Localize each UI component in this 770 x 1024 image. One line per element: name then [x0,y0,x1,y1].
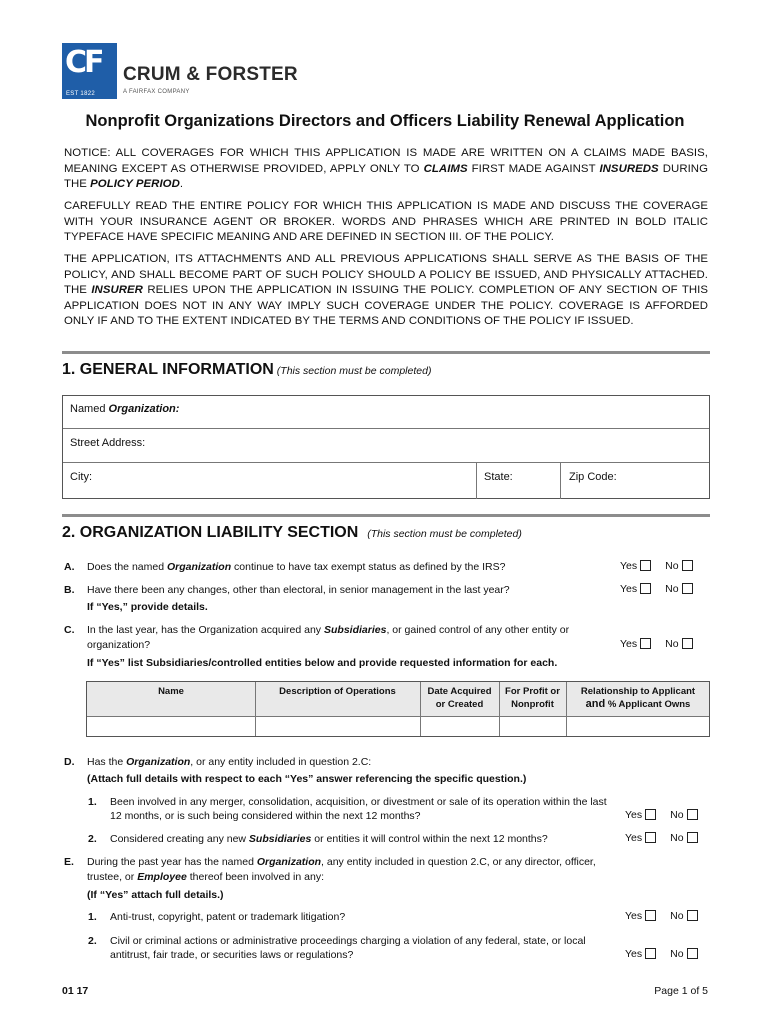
question-d1-text-line2: 12 months, or is such being considered within the next 12 months? [110,810,421,822]
question-d-letter: D. [64,756,75,768]
question-e-text-line2: trustee, or Employee thereof been involved in any: [87,871,324,883]
question-d-text: Has the Organization, or any entity included in question 2.C: [87,756,372,768]
question-e-follow-up: (If “Yes” attach full details.) [87,889,224,901]
question-a-answer: Yes No [620,560,693,572]
question-d2-answer: Yes No [625,832,698,844]
column-header-date: Date Acquired or Created [427,686,492,710]
column-header-relationship: Relationship to Applicant and % Applicant Owns [580,686,696,710]
question-e1-no-checkbox[interactable] [687,910,698,921]
question-d1-number: 1. [88,796,97,808]
state-label: State: [484,471,513,483]
question-d2-text: Considered creating any new Subsidiaries or entities it will control within the next 12 months? [110,833,548,845]
question-b-text: Have there been any changes, other than electoral, in senior management in the last year? [87,584,510,596]
section-1-heading: 1. GENERAL INFORMATION (This section must be completed) [62,361,432,378]
question-e1-number: 1. [88,911,97,923]
question-b-letter: B. [64,584,75,596]
question-e1-answer: Yes No [625,910,698,922]
question-d1-text: Been involved in any merger, consolidation, acquisition, or divestment or sale of its operation within the last [110,796,607,808]
question-d-follow-up: (Attach full details with respect to each “Yes” answer referencing the specific question.) [87,773,527,785]
question-c-no-checkbox[interactable] [682,638,693,649]
question-c-answer: Yes No [620,638,693,650]
section-2-heading: 2. ORGANIZATION LIABILITY SECTION (This section must be completed) [62,524,522,541]
question-a-letter: A. [64,561,75,573]
question-e2-yes-checkbox[interactable] [645,948,656,959]
question-a-no-checkbox[interactable] [682,560,693,571]
question-e2-number: 2. [88,935,97,947]
question-e1-yes-checkbox[interactable] [645,910,656,921]
notice-paragraph-1: NOTICE: ALL COVERAGES FOR WHICH THIS APPLICATION IS MADE ARE WRITTEN ON A CLAIMS MADE BASIS, MEANING EXCEPT AS OTHERWISE PROVIDED, APPLY ONLY TO CLAIMS FIRST MADE AGAINST INSUREDS DURING THE POLICY PERIOD. [64,147,708,190]
subsidiaries-table [86,681,710,737]
question-c-text-line2: organization? [87,639,151,651]
question-e2-no-checkbox[interactable] [687,948,698,959]
question-d1-no-checkbox[interactable] [687,809,698,820]
question-e2-answer: Yes No [625,948,698,960]
column-header-description: Description of Operations [279,686,396,697]
notice-paragraph-3: THE APPLICATION, ITS ATTACHMENTS AND ALL PREVIOUS APPLICATIONS SHALL SERVE AS THE BASIS OF THE POLICY, AND SHALL BECOME PART OF SUCH POLICY SHOULD A POLICY BE ISSUED, AND PHYSICALLY ATTACHED. THE INSURER RELIES UPON THE APPLICATION IN ISSUING THE POLICY. COMPLETION OF ANY SECTION OF THIS APPLICATION DOES NOT IN ANY WAY IMPLY SUCH COVERAGE UNDER THE POLICY. COVERAGE IS AFFORDED ONLY IF AND TO THE EXTENT INDICATED BY THE TERMS AND CONDITIONS OF THE POLICY IF ISSUED. [64,253,708,327]
form-number: 01 17 [62,985,89,997]
row-divider [63,462,709,463]
section-2-rule [62,514,710,517]
question-e-letter: E. [64,856,74,868]
general-info-table [62,395,710,499]
section-1-rule [62,351,710,354]
question-d2-no-checkbox[interactable] [687,832,698,843]
page-title: Nonprofit Organizations Directors and Officers Liability Renewal Application [85,112,685,130]
question-e2-text-line2: antitrust, fair trade, or securities laws or regulations? [110,949,354,961]
question-b-follow-up: If “Yes,” provide details. [87,601,208,613]
column-header-name: Name [158,686,184,697]
question-b-yes-checkbox[interactable] [640,583,651,594]
page-number: Page 1 of 5 [654,985,708,997]
question-c-text: In the last year, has the Organization acquired any Subsidiaries, or gained control of any other entity or [87,624,570,636]
question-d2-yes-checkbox[interactable] [645,832,656,843]
question-c-follow-up: If “Yes” list Subsidiaries/controlled entities below and provide requested information for each. [87,657,558,669]
brand-name: CRUM & FORSTER [123,64,298,85]
question-e1-text: Anti-trust, copyright, patent or trademark litigation? [110,911,346,923]
question-b-no-checkbox[interactable] [682,583,693,594]
question-a-yes-checkbox[interactable] [640,560,651,571]
city-label: City: [70,471,92,483]
question-c-letter: C. [64,624,75,636]
question-d1-yes-checkbox[interactable] [645,809,656,820]
question-a-text: Does the named Organization continue to have tax exempt status as defined by the IRS? [87,561,506,573]
question-c-yes-checkbox[interactable] [640,638,651,649]
question-e-text: During the past year has the named Organization, any entity included in question 2.C, or any director, officer, [87,856,596,868]
row-divider [63,428,709,429]
street-address-label: Street Address: [70,437,146,449]
header-divider [87,716,709,717]
column-divider [476,462,477,499]
logo-established: EST 1822 [66,91,95,97]
column-divider [560,462,561,499]
column-header-profit: For Profit or Nonprofit [505,686,560,710]
question-e2-text: Civil or criminal actions or administrative proceedings charging a violation of any federal, state, or local [110,935,586,947]
zip-code-label: Zip Code: [569,471,617,483]
named-organization-label: Named Organization: [70,403,180,415]
question-d1-answer: Yes No [625,809,698,821]
logo-monogram: CF [65,45,102,80]
question-b-answer: Yes No [620,583,693,595]
company-logo [62,43,117,99]
notice-paragraph-2: CAREFULLY READ THE ENTIRE POLICY FOR WHICH THIS APPLICATION IS MADE AND DISCUSS THE COVERAGE WITH YOUR INSURANCE AGENT OR BROKER. WORDS AND PHRASES WHICH ARE PRINTED IN BOLD ITALIC TYPEFACE HAVE SPECIFIC MEANING AND ARE DEFINED IN SECTION III. OF THE POLICY. [64,200,708,243]
question-d2-number: 2. [88,833,97,845]
brand-tagline: A FAIRFAX COMPANY [123,89,190,95]
